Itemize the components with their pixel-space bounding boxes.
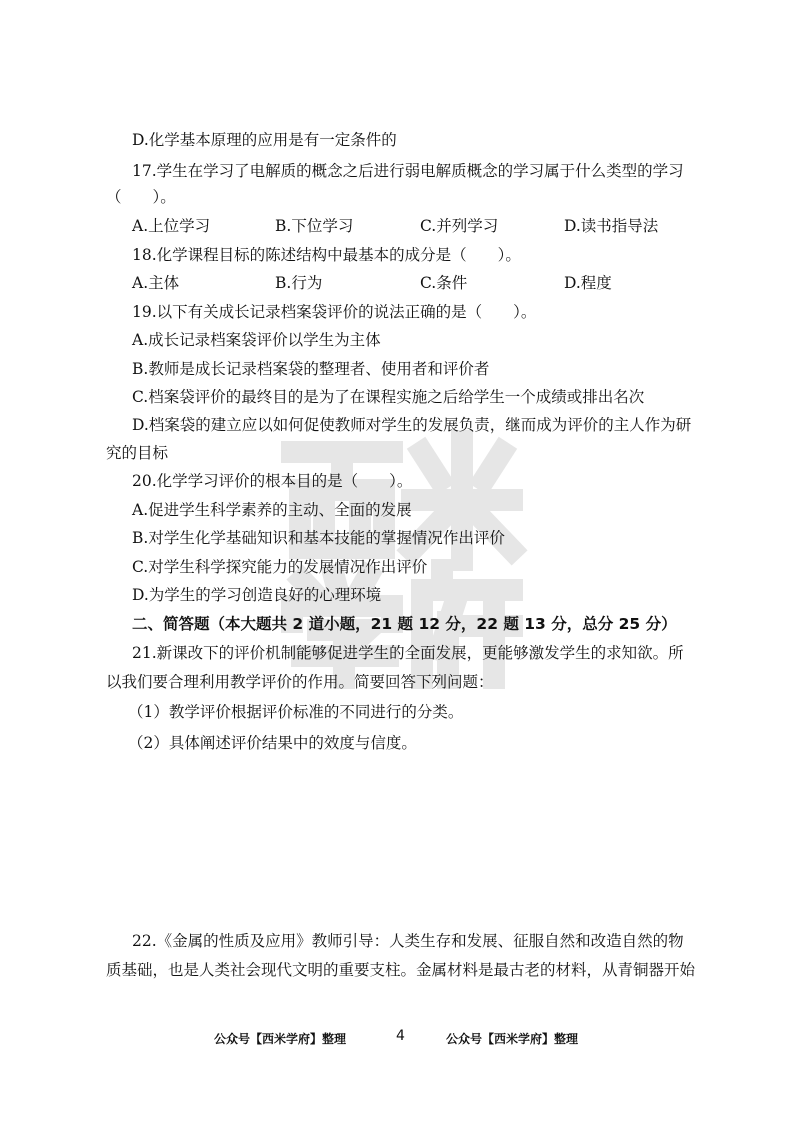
- q21-part-1: （1）教学评价根据评价标准的不同进行的分类。: [128, 703, 464, 721]
- question-21-cont: 以我们要合理利用教学评价的作用。简要回答下列问题：: [106, 673, 494, 691]
- question-21: 21.新课改下的评价机制能够促进学生的全面发展，更能够激发学生的求知欲。所: [132, 644, 684, 662]
- q19-option-d: D.档案袋的建立应以如何促使教师对学生的发展负责，继而成为评价的主人作为研: [132, 416, 692, 434]
- question-17: 17.学生在学习了电解质的概念之后进行弱电解质概念的学习属于什么类型的学习: [132, 162, 684, 180]
- question-22: 22.《金属的性质及应用》教师引导：人类生存和发展、征服自然和改造自然的物: [132, 932, 684, 950]
- q18-option-c: C.条件: [420, 274, 468, 292]
- q20-option-d: D.为学生的学习创造良好的心理环境: [132, 586, 382, 604]
- q17-option-a: A.上位学习: [132, 217, 211, 235]
- q20-option-c: C.对学生科学探究能力的发展情况作出评价: [132, 558, 428, 576]
- q18-option-d: D.程度: [564, 274, 612, 292]
- q19-option-d-cont: 究的目标: [106, 444, 169, 462]
- question-19: 19.以下有关成长记录档案袋评价的说法正确的是（ ）。: [132, 303, 537, 321]
- q17-option-b: B.下位学习: [275, 217, 354, 235]
- footer-left-label: 公众号【西米学府】整理: [214, 1032, 347, 1046]
- question-22-cont: 质基础，也是人类社会现代文明的重要支柱。金属材料是最古老的材料，从青铜器开始: [106, 961, 696, 979]
- q20-option-a: A.促进学生科学素养的主动、全面的发展: [132, 501, 412, 519]
- q19-option-c: C.档案袋评价的最终目的是为了在课程实施之后给学生一个成绩或排出名次: [132, 388, 645, 406]
- q17-option-d: D.读书指导法: [564, 217, 659, 235]
- q20-option-b: B.对学生化学基础知识和基本技能的掌握情况作出评价: [132, 529, 505, 547]
- q19-option-b: B.教师是成长记录档案袋的整理者、使用者和评价者: [132, 360, 490, 378]
- q21-part-2: （2）具体阐述评价结果中的效度与信度。: [128, 734, 417, 752]
- section-2-heading: 二、简答题（本大题共 2 道小题，21 题 12 分，22 题 13 分，总分 25 分）: [132, 615, 677, 633]
- q17-option-c: C.并列学习: [420, 217, 499, 235]
- question-17-blank: （ ）。: [106, 188, 176, 206]
- q18-option-b: B.行为: [275, 274, 323, 292]
- question-18: 18.化学课程目标的陈述结构中最基本的成分是（ ）。: [132, 246, 521, 264]
- q18-option-a: A.主体: [132, 274, 180, 292]
- q19-option-a: A.成长记录档案袋评价以学生为主体: [132, 331, 381, 349]
- page-number: 4: [396, 1028, 405, 1044]
- footer-right-label: 公众号【西米学府】整理: [446, 1032, 579, 1046]
- option-d-q16: D.化学基本原理的应用是有一定条件的: [132, 131, 397, 149]
- question-20: 20.化学学习评价的根本目的是（ ）。: [132, 472, 413, 490]
